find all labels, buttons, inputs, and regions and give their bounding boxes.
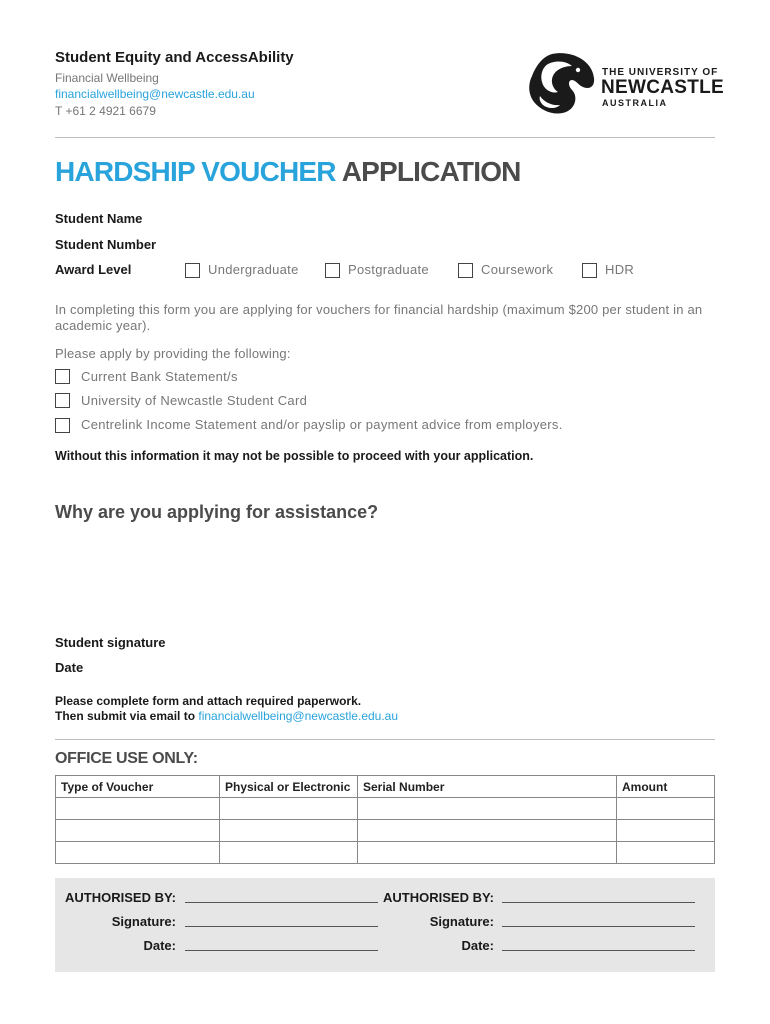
date-label: Date bbox=[55, 660, 84, 675]
warning-text: Without this information it may not be possible to proceed with your application. bbox=[55, 449, 534, 463]
award-level-label: Award Level bbox=[55, 262, 132, 277]
student-number-label: Student Number bbox=[55, 237, 157, 252]
table-cell[interactable] bbox=[220, 820, 358, 842]
authorised-by-label-2: AUTHORISED BY: bbox=[383, 890, 494, 905]
student-name-label: Student Name bbox=[55, 211, 143, 226]
authorised-by-line-2[interactable] bbox=[502, 902, 695, 903]
office-use-table bbox=[55, 775, 715, 864]
coursework-label: Coursework bbox=[481, 262, 554, 277]
date-line-2[interactable] bbox=[502, 950, 695, 951]
table-cell[interactable] bbox=[358, 820, 617, 842]
submit-email-link[interactable]: financialwellbeing@newcastle.edu.au bbox=[198, 709, 399, 723]
table-cell[interactable] bbox=[358, 842, 617, 864]
col-serial-number: Serial Number bbox=[358, 776, 617, 798]
student-card-checkbox[interactable] bbox=[55, 393, 70, 408]
table-cell[interactable] bbox=[617, 798, 715, 820]
signature-label-1: Signature: bbox=[111, 914, 176, 929]
table-cell[interactable] bbox=[56, 820, 220, 842]
postgraduate-label: Postgraduate bbox=[348, 262, 429, 277]
col-amount: Amount bbox=[617, 776, 715, 798]
student-card-label: University of Newcastle Student Card bbox=[81, 393, 308, 408]
table-header-row bbox=[56, 776, 715, 798]
apply-prompt: Please apply by providing the following: bbox=[55, 346, 291, 361]
signature-line-1[interactable] bbox=[185, 926, 378, 927]
date-line-1[interactable] bbox=[185, 950, 378, 951]
authorised-by-label-1: AUTHORISED BY: bbox=[65, 890, 176, 905]
form-title-highlight: HARDSHIP VOUCHER bbox=[55, 156, 336, 187]
signature-line-2[interactable] bbox=[502, 926, 695, 927]
table-row bbox=[56, 798, 715, 820]
department-subtitle: Financial Wellbeing bbox=[55, 71, 159, 85]
reason-heading: Why are you applying for assistance? bbox=[55, 502, 379, 522]
logo-text-university-of: THE UNIVERSITY OF bbox=[602, 67, 719, 78]
contact-email-link[interactable]: financialwellbeing@newcastle.edu.au bbox=[55, 87, 255, 101]
date-label-2: Date: bbox=[461, 938, 494, 953]
header-divider bbox=[55, 137, 715, 138]
col-type-of-voucher: Type of Voucher bbox=[56, 776, 220, 798]
bank-statement-checkbox[interactable] bbox=[55, 369, 70, 384]
table-cell[interactable] bbox=[220, 798, 358, 820]
undergraduate-label: Undergraduate bbox=[208, 262, 299, 277]
bank-statement-label: Current Bank Statement/s bbox=[81, 369, 238, 384]
table-cell[interactable] bbox=[617, 820, 715, 842]
submit-instruction-2 bbox=[55, 709, 398, 723]
table-cell[interactable] bbox=[358, 798, 617, 820]
submit-instruction-1: Please complete form and attach required paperwork. bbox=[55, 694, 362, 708]
authorised-by-line-1[interactable] bbox=[185, 902, 378, 903]
contact-phone: T +61 2 4921 6679 bbox=[55, 104, 156, 118]
signature-label-2: Signature: bbox=[429, 914, 494, 929]
seahorse-logo-icon bbox=[526, 52, 596, 116]
income-statement-label: Centrelink Income Statement and/or payslip or payment advice from employers. bbox=[81, 417, 563, 432]
student-signature-label: Student signature bbox=[55, 635, 166, 650]
date-label-1: Date: bbox=[143, 938, 176, 953]
income-statement-checkbox[interactable] bbox=[55, 418, 70, 433]
submit-instruction-prefix: Then submit via email to bbox=[55, 709, 196, 723]
reason-text-area[interactable] bbox=[55, 532, 715, 627]
table-cell[interactable] bbox=[56, 842, 220, 864]
hdr-checkbox[interactable] bbox=[582, 263, 597, 278]
col-physical-or-electronic: Physical or Electronic bbox=[220, 776, 358, 798]
table-cell[interactable] bbox=[220, 842, 358, 864]
department-title: Student Equity and AccessAbility bbox=[55, 49, 294, 66]
undergraduate-checkbox[interactable] bbox=[185, 263, 200, 278]
table-cell[interactable] bbox=[617, 842, 715, 864]
logo-text-newcastle: NEWCASTLE bbox=[601, 77, 725, 98]
intro-paragraph: In completing this form you are applying for vouchers for financial hardship (maximum $200 per student in an academic year). bbox=[55, 302, 703, 333]
form-title bbox=[55, 156, 521, 188]
logo-text-australia: AUSTRALIA bbox=[602, 98, 668, 108]
table-cell[interactable] bbox=[56, 798, 220, 820]
coursework-checkbox[interactable] bbox=[458, 263, 473, 278]
table-row bbox=[56, 820, 715, 842]
table-row bbox=[56, 842, 715, 864]
hdr-label: HDR bbox=[605, 262, 635, 277]
office-use-heading: OFFICE USE ONLY: bbox=[55, 750, 198, 767]
postgraduate-checkbox[interactable] bbox=[325, 263, 340, 278]
form-title-rest: APPLICATION bbox=[341, 156, 521, 187]
office-divider bbox=[55, 739, 715, 740]
